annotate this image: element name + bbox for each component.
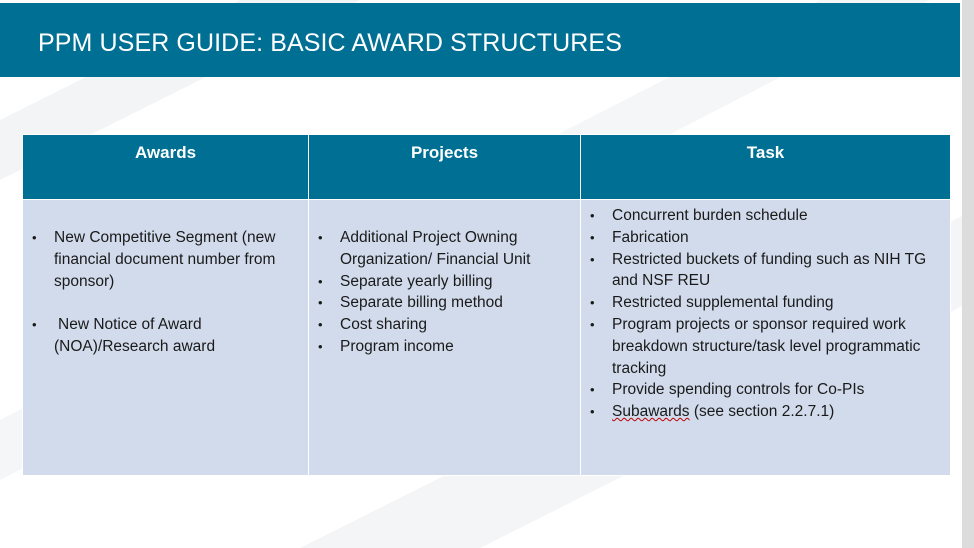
- list-item: [582, 401, 949, 423]
- task-item-text: Fabrication: [612, 228, 689, 246]
- list-item: [582, 227, 949, 249]
- list-item: [582, 292, 949, 314]
- header-awards: Awards: [23, 135, 309, 200]
- task-item-text: Provide spending controls for Co-PIs: [612, 381, 865, 399]
- awards-cell: [23, 200, 309, 476]
- list-item: [310, 227, 579, 271]
- slide-title: PPM USER GUIDE: BASIC AWARD STRUCTURES: [38, 29, 622, 57]
- project-item-text: Separate yearly billing: [340, 272, 493, 290]
- subawards-word: Subawards: [612, 403, 690, 421]
- task-cell: [581, 200, 951, 476]
- header-projects: Projects: [309, 135, 581, 200]
- list-item: [310, 314, 579, 336]
- list-item: [310, 336, 579, 358]
- award-item-text: New Notice of Award (NOA)/Research award: [54, 316, 216, 356]
- task-item-text: Program projects or sponsor required work breakdown structure/task level programmatic tracking: [612, 315, 921, 377]
- table-body-row: [23, 200, 951, 476]
- award-structures-table: [22, 134, 951, 476]
- award-item-text: New Competitive Segment (new financial document number from sponsor): [54, 229, 276, 290]
- table-header-row: [23, 135, 951, 200]
- list-item: [582, 205, 949, 227]
- list-item: [310, 292, 579, 314]
- list-item: [582, 249, 949, 293]
- list-item: [310, 271, 579, 293]
- list-item: [582, 379, 949, 401]
- projects-cell: [309, 200, 581, 476]
- project-item-text: Cost sharing: [340, 316, 428, 334]
- project-item-text: Additional Project Owning Organization/ Financial Unit: [340, 229, 531, 268]
- task-item-text: Concurrent burden schedule: [612, 207, 808, 224]
- project-item-text: Separate billing method: [340, 294, 503, 312]
- list-item: [24, 314, 307, 358]
- right-edge-shadow: [962, 0, 974, 548]
- task-item-text: Restricted buckets of funding such as NIH TG and NSF REU: [612, 250, 927, 290]
- subawards-rest: (see section 2.2.7.1): [689, 403, 835, 421]
- title-bar: [0, 3, 960, 77]
- header-task: Task: [581, 135, 951, 200]
- list-item: [24, 227, 307, 292]
- task-item-text: Restricted supplemental funding: [612, 294, 834, 312]
- list-item: [582, 314, 949, 379]
- task-list: [582, 205, 949, 423]
- project-item-text: Program income: [340, 337, 454, 355]
- awards-list: [24, 227, 307, 358]
- projects-list: [310, 227, 579, 358]
